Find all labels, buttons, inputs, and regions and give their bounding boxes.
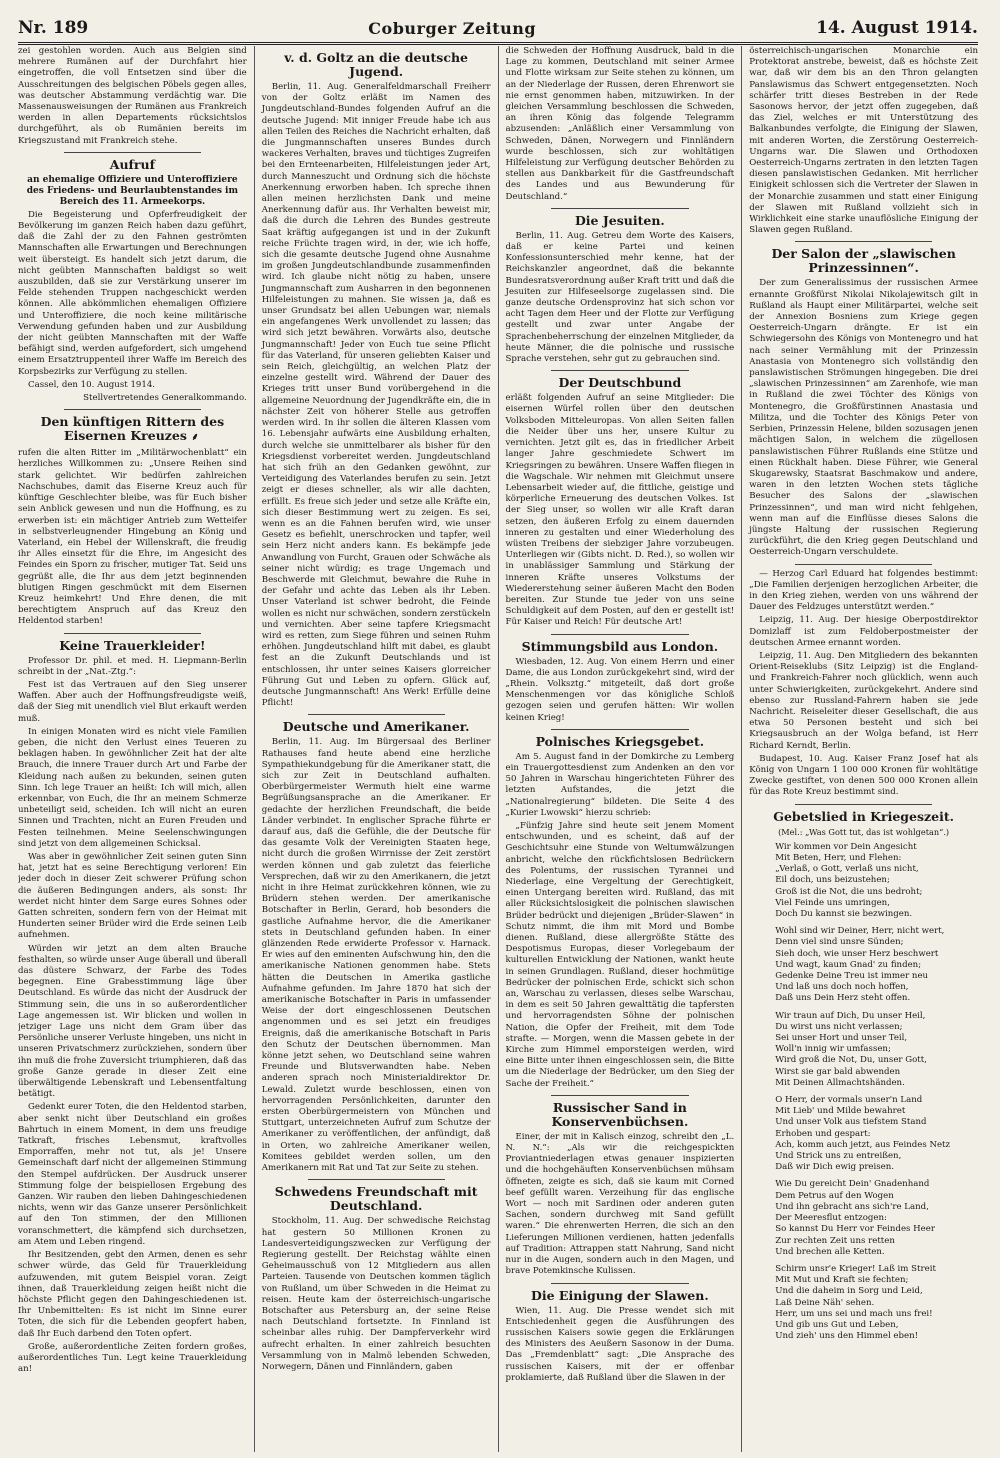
headline-slawen: Die Einigung der Slawen. bbox=[531, 1287, 709, 1303]
column-2 bbox=[254, 46, 498, 1452]
column-4 bbox=[741, 46, 978, 1452]
newspaper-title: Coburger Zeitung bbox=[368, 19, 537, 38]
poem-stanza bbox=[749, 842, 978, 920]
headline-kriegsgebet: Polnisches Kriegsgebet. bbox=[535, 733, 705, 749]
poem-line: Und ihn gebracht ans sich're Land, bbox=[775, 1201, 929, 1212]
article-text: Ihr Besitzenden, gebt den Armen, denen es sehr schwer würde, das Geld für Trauerkleidung aufzuwenden, mit gutem Beispiel voran. Zeigt ihnen, daß Trauerkleidung zeigen heißt nicht die höchste Pflicht gegen den Dahingeschiedenen ist. Ihr Unbemittelten: Es ist nicht im Sinne eurer Toten, die sich für die Lebenden geopfert haben, daß Ihr Euch darbend den Toten opfert. bbox=[18, 1250, 247, 1339]
poem-line: Mit Lieb' und Milde bewahret bbox=[775, 1106, 906, 1117]
masthead bbox=[18, 6, 978, 45]
poem-line: „Verlaß, o Gott, verlaß uns nicht, bbox=[775, 864, 919, 875]
divider bbox=[795, 241, 932, 242]
poem-line: Erhoben und gespart: bbox=[775, 1128, 871, 1139]
poem-line: Der Meeresflut entzogen: bbox=[775, 1213, 887, 1224]
subheadline-aufruf: an ehemalige Offiziere und Unteroffiziere des Friedens- und Beurlaubtenstandes im Bereich des 11. Armeekorps. bbox=[26, 174, 238, 207]
poem-line: Zur rechten Zeit uns retten bbox=[775, 1235, 895, 1246]
headline-schweden: Schwedens Freundschaft mit Deutschland. bbox=[274, 1184, 478, 1214]
poem-line: Woll'n innig wir umfassen; bbox=[775, 1044, 891, 1055]
poem-line: Und zieh' uns den Himmel eben! bbox=[775, 1331, 919, 1342]
dateline: Cassel, den 10. August 1914. bbox=[28, 379, 156, 390]
divider bbox=[308, 714, 445, 715]
poem-line: Und brechen alle Ketten. bbox=[775, 1246, 885, 1257]
poem-line: Du wirst uns nicht verlassen; bbox=[775, 1021, 903, 1032]
article-text: zei gestohlen worden. Auch aus Belgien sind mehrere Rumänen auf der Durchfahrt hier eingetroffen, die voll Entsetzen sind über die Ausschreitungen des belgischen Pöbels gegen alles, was deutscher Abstammung verdächtig war. Die Massenausweisungen der Rumänen aus Frankreich werden in allen Departements rücksichtslos durchgeführt, als ob Rumänien bereits im Kriegszustand mit Frankreich stehe. bbox=[18, 46, 247, 146]
poem-line: Wir kommen vor Dein Angesicht bbox=[775, 841, 917, 852]
poem-line: Schirm unsr'e Krieger! Laß im Streit bbox=[775, 1263, 936, 1274]
poem-line: Daß uns Dein Herz steht offen. bbox=[775, 993, 911, 1004]
signature: Stellvertretendes Generalkommando. bbox=[83, 393, 247, 404]
poem-line: Eil doch, uns beizustehen; bbox=[775, 875, 890, 886]
headline-goltz: v. d. Goltz an die deutsche Jugend. bbox=[284, 50, 468, 79]
headline-salon: Der Salon der „slawischen Prinzessinnen“. bbox=[771, 246, 956, 276]
issue-date: 14. August 1914. bbox=[816, 18, 978, 38]
article-text: Fest ist das Vertrauen auf den Sieg unserer Waffen. Aber auch der Hoffnungsfreudigste weiß, daß der Sieg mit unendlich viel Blut erkauft werden muß. bbox=[18, 679, 247, 724]
poem-line: Mit Deinen Allmachtshänden. bbox=[775, 1077, 905, 1088]
poem-stanza bbox=[749, 926, 978, 1004]
poem-line: Wir traun auf Dich, Du unser Heil, bbox=[775, 1010, 926, 1021]
article-text: Der zum Generalissimus der russischen Armee ernannte Großfürst Nikolai Nikolajewitsch gilt in Rußland als Haupt einer Militärpartei, welche seit der Annexion Bosniens zum Kriege gegen Oesterreich-Ungarn drängte. Er ist ein Schwiegersohn des Königs von Montenegro und hat nach seiner Vermählung mit der Prinzessin Anastasia von Montenegro sich vollständig den panslawistischen Strömungen hingegeben. Die drei „slawischen Prinzessinnen“ am Zarenhofe, wie man in Rußland die zwei Töchter des Königs von Montenegro, die Großfürstinnen Anastasia und Militza, und die Tochter des Königs Peter von Serbien, Prinzessin Helene, bilden sozusagen jenen mächtigen Salon, in welchem die zügellosen panslawistischen Führer Rußlands eine Stütze und einen Rückhalt haben. Diese Führer, wie General Skugarewsky, Staatsrat Baschmakow und andere, waren in den letzten Wochen stets tägliche Besucher des Salons der „slawischen Prinzessinnen“, und man wird nicht fehlgehen, wenn man auf die Einflüsse dieses Salons die jüngste Haltung der russischen Regierung zurückführt, die den Krieg gegen Deutschland und Oesterreich-Ungarn verschuldete. bbox=[749, 278, 978, 558]
news-item: Budapest, 10. Aug. Kaiser Franz Josef hat als König von Ungarn 1 100 000 Kronen für wohltätige Zwecke gestiftet, von denen 500 000 Kronen allein für das Rote Kreuz bestimmt sind. bbox=[749, 753, 978, 798]
article-text: die Schweden der Hoffnung Ausdruck, bald in die Lage zu kommen, Deutschland mit seiner Armee und Flotte wirksam zur Seite stehen zu können, um an der Niederlage der Russen, deren Ehrenwort sie nie ernst genommen haben, mitzuwirken. In der gleichen Versammlung beschlossen die Schweden, an ihren König das folgende Telegramm abzusenden: „Anläßlich einer Versammlung von Schweden, Dänen, Norwegern und Finnländern wurde beschlossen, sich zur wohltätigen Hilfeleistung zur Verfügung deutscher Behörden zu stellen aus Dankbarkeit für die Gastfreundschaft des Landes und aus Bewunderung für Deutschland.“ bbox=[505, 46, 735, 202]
poem-stanza bbox=[749, 1264, 978, 1342]
issue-number: Nr. 189 bbox=[18, 18, 89, 38]
poem-line: Mit Mut und Kraft sie fechten; bbox=[775, 1275, 909, 1286]
poem-line: Wohl sind wir Deiner, Herr, nicht wert, bbox=[775, 926, 945, 937]
poem-stanza bbox=[749, 1095, 978, 1173]
article-text: österreichisch-ungarischen Monarchie ein Protektorat anstrebe, beweist, daß es höchste Zeit war, daß wir dem bis an den Thron gelangten Panslawismus das Schwert entgegensetzten. Noch schärfer tritt dieses Bestreben in der Rede Sasonows hervor, der jetzt offen zugegeben, daß das Ziel, welches er mit Unterstützung des Balkanbundes verfolgte, die Einigung der Slawen, mit anderen Worten, die Zerstörung Oesterreich-Ungarns war. Die Slawen und Orthodoxen Oesterreich-Ungarns zertraten in den letzten Tagen diesen panslawistischen Gedanken. Mit herrlicher Einigkeit schlossen sich die Vertreter der Slawen in der Monarchie zusammen und statt einer Einigung der Slawen mit Rußland vollzieht sich in Wirklichkeit eine starke unauflösliche Einigung der Slawen gegen Rußland. bbox=[749, 46, 978, 236]
divider bbox=[64, 633, 201, 634]
headline-amerikaner: Deutsche und Amerikaner. bbox=[282, 719, 470, 735]
poem-line: Gedenke Deine Treu ist immer neu bbox=[775, 971, 929, 982]
poem-line: Wirst sie gar bald abwenden bbox=[775, 1066, 901, 1077]
news-item: — Herzog Carl Eduard hat folgendes bestimmt: „Die Familien derjenigen herzoglichen Arbeiter, die in den Krieg ziehen, werden von uns während der Dauer des Feldzuges unterstützt werden.“ bbox=[749, 568, 978, 613]
headline-aufruf: Aufruf bbox=[109, 156, 155, 172]
divider bbox=[551, 370, 688, 371]
article-text: Berlin, 11. Aug. Generalfeldmarschall Freiherr von der Goltz erläßt im Namen des Jungdeutschland-Bundes folgenden Aufruf an die deutsche Jugend: Mit inniger Freude habe ich aus allen Teilen des Reiches die Nachricht erhalten, daß die Jungmannschaften unseres Bundes durch wackeres Verhalten, braves und tüchtiges Zugreifen bei den Ernteenarbeiten, Hilfeleistungen jeder Art, durch Manneszucht und Ordnung sich die höchste Anerkennung erworben haben. Ich spreche ihnen allen meinen herzlichsten Dank und meine Anerkennung dafür aus. Ihr Verhalten beweist mir, daß die durch die Lehren des Bundes gestreute Saat kräftig aufgegangen ist und in der Zukunft reiche Früchte tragen wird, in der, wie ich hoffe, sich die gesamte deutsche Jugend ohne Ausnahme im großen Jungdeutschlandbunde zusammenfinden wird. Ich glaube nicht nötig zu haben, unsere Jungmannschaft zum Ausharren in den begonnenen Hilfeleistungen zu mahnen. Sie wissen ja, daß es unser Grundsatz bei allen Uebungen war, niemals ein angefangenes Werk unvollendet zu lassen; das wird sich jetzt bewähren. Vorwärts also, deutsche Jungmannschaft! Jeder von Euch tue seine Pflicht für das Vaterland, für unseren geliebten Kaiser und sein Reich, gleichgültig, an welchen Platz der einzelne gestellt wird. Während der Dauer des Krieges tritt unser Bund vorübergehend in die allgemeine Neuordnung der Jugendkräfte ein, die in nächster Zeit von höherer Stelle aus getroffen werden wird. In ihr sollen die älteren Klassen vom 16. Lebensjahr aufwärts eine Ausbildung erhalten, durch welche sie unmittelbarer als bisher für den Kriegsdienst vorbereitet werden. Jungdeutschland hat sich früh an den Gedanken gewöhnt, zur Verteidigung des Vaterlandes berufen zu sein. Jetzt zeigt er dieses schneller, als wir alle dachten, erfüllt. Es freue sich jeder und setze alle Kräfte ein, sich dieser Bestimmung wert zu zeigen. Es sei, wenn es an die Fahnen berufen wird, wie unser Gesetz es befiehlt, unerschrocken und tapfer, weil sein Herz nicht anders kann. Es bekämpfe jede Anwandlung von Furcht, Grauen oder Schwäche als seiner nicht würdig; es trage Ungemach und Beschwerde mit Gleichmut, bewahre die Ruhe in der Gefahr und achte das Leben als ihr Leben. Unser Vaterland ist schwer bedroht, die Feinde wollen es nicht nur schwächen, sondern zerstückeln und vernichten. Aber seine tapfere Kriegsmacht wird es retten, zum Siege führen und seinen Ruhm erhöhen. Jungdeutschland hilft mit dabei, es glaubt fest an die Zukunft Deutschlands und ist entschlossen, ihr unter seines Kaisers glorreicher Führung Gut und Leben zu opfern. Glück auf, deutsche Jungmannschaft! Ans Werk! Erfülle deine Pflicht! bbox=[261, 82, 491, 709]
poem-line: Sei unser Hort und unser Teil, bbox=[775, 1033, 908, 1044]
article-text: Große, außerordentliche Zeiten fordern großes, außerordentliches Tun. Legt keine Trauerkleidung an! bbox=[18, 1341, 247, 1375]
poem-line: Viel Feinde uns umringen, bbox=[775, 897, 890, 908]
divider bbox=[795, 804, 932, 805]
article-text: Stockholm, 11. Aug. Der schwedische Reichstag hat gestern 50 Millionen Kronen zu Landesverteidigungszwecken zur Verfügung der Regierung gestellt. Der Reichstag wählte einen Geheimausschuß von 12 Mitgliedern aus allen Parteien. Tausende von Deutschen kommen täglich von Rußland, um über Schweden in die Heimat zu reisen. Heute kam der österreichisch-ungarische Botschafter aus Petersburg an, der seine Reise nach Deutschland fortsetzte. In Finnland ist scheinbar alles ruhig. Der Dampferverkehr wird aufrecht erhalten. In einer zahlreich besuchten Versammlung von in Malmö lebenden Schweden, Norwegern, Dänen und Finnländern, gaben bbox=[261, 1216, 491, 1372]
poem-line: Und laß uns doch noch hoffen, bbox=[775, 982, 909, 993]
article-text: Berlin, 11. Aug. Getreu dem Worte des Kaisers, daß er keine Partei und keinen Konfessionsunterschied mehr kenne, hat der Reichskanzler angeordnet, daß die bekannte Bundesratsverordnung außer Kraft tritt und daß die Jesuiten zur Hilfeseelsorge zugelassen sind. Die ganze deutsche Ordensprovinz hat sich schon vor acht Tagen dem Heer und der Flotte zur Verfügung gestellt und zwar unter Angabe der Sprachenbeherrschung der einzelnen Mitglieder, da heute Männer, die die polnische und russische Sprache verstehen, sehr gut zu gebrauchen sind. bbox=[505, 230, 735, 365]
divider bbox=[551, 729, 688, 730]
article-text: In einigen Monaten wird es nicht viele Familien geben, die nicht den Verlust eines Teueren zu beklagen haben. In gewöhnlicher Zeit hat der alte Brauch, die innere Trauer durch Art und Farbe der Kleidung nach außen zu bekunden, seinen guten Sinn. Ich lege Trauer an heißt: Ich will mich, allen erkennbar, von Euch, die Ihr an meinem Schmerze unbeteiligt seid, scheiden. Ich will nicht an euren Sinnen und Trachten, nicht an Euren Freuden und Festen teilnehmen. Meine Seelenschwingungen sind jetzt von dem allgemeinen Schicksal. bbox=[18, 726, 247, 849]
article-text: Wiesbaden, 12. Aug. Von einem Herrn und einer Dame, die aus London zurückgekehrt sind, wird der „Rhein. Volksztg.“ mitgeteilt, daß dort große Menschenmengen vor das königliche Schloß gezogen seien und gerufen hätten: Wir wollen keinen Krieg! bbox=[505, 656, 735, 723]
column-1 bbox=[18, 46, 254, 1452]
headline-deutschbund: Der Deutschbund bbox=[558, 375, 682, 391]
poem-line: Mit Beten, Herr, und Flehen: bbox=[775, 853, 902, 863]
article-text: erläßt folgenden Aufruf an seine Mitglieder: Die eisernen Würfel rollen über den deutschen Volksboden Mitteleuropas. Von allen Seiten fallen die Neider über uns her, unsere Kultur zu vernichten. Jetzt gilt es, das in friedlicher Arbeit langer Jahre geschmiedete Schwert im Kriegsringen zu bewähren. Unsere Waffen fliegen in die Wagschale. Wir nehmen mit Gleichmut unsere Lebensarbeit wieder auf, die fittliche, geistige und körperliche Erneuerung des deutschen Volkes. Ist der Sieg unser, so wollen wir alle Kraft daran setzen, den äußeren Erfolg zu einem dauernden inneren zu gestalten und einer Wiederholung des wüsten Treibens der siebziger Jahre vorzubeugen. Unterliegen wir (Gibts nicht. D. Red.), so wollen wir in unablässiger Sammlung und Stärkung der inneren Kräfte unseres Volkstums der Wiedererstehung seiner äußeren Macht den Boden bereiten. Zur Stunde tue jeder von uns seine Schuldigkeit auf dem Posten, auf den er gestellt ist! Für Kaiser und Reich! Für deutsche Art! bbox=[505, 393, 735, 628]
poem-stanza bbox=[749, 1011, 978, 1089]
article-text: Gedenkt eurer Toten, die den Heldentod starben, aber senkt nicht über Deutschland ein großes Bahrtuch in einem Moment, in dem uns freudige Tatkraft, frisches Lebensmut, kraftvolles Emporraffen, mehr not tut, als je! Unsere Gemeinschaft darf nicht der allgemeinen Stimmung den Stempel aufdrücken. Der Ausdruck unserer Stimmung folge der beispiellosen Ergebung des Ganzen. Wir rauben den lieben Dahingeschiedenen nichts, wenn wir das Ganze unserer Persönlichkeit auf den Ton stimmen, der den Millionen voranschmettert, die kämpfend sich durchsetzen, am Atem und Leben ringend. bbox=[18, 1102, 247, 1247]
poem-line: Herr, um uns sei und mach uns frei! bbox=[775, 1308, 933, 1319]
poem-line: O Herr, der vormals unser'n Land bbox=[775, 1095, 923, 1106]
poem-stanza bbox=[749, 1179, 978, 1257]
article-text: Was aber in gewöhnlicher Zeit seinen guten Sinn hat, jetzt hat es seine Berechtigung verloren! Ein jeder doch in dieser Zeit schwerer Prüfung schon die äußeren Bedingungen anders, als sonst: Ihr werdet nicht hinter dem Sarge eures Sohnes oder Gatten schreiten, sondern fern von der Heimat mit Hunderten seiner Brüder wird die Erde seinen Leib aufnehmen. bbox=[18, 851, 247, 941]
poem-line: So kannst Du Herr vor Feindes Heer bbox=[775, 1224, 935, 1235]
poem-line: Und wagt, kaum Gnad' zu finden; bbox=[775, 959, 922, 970]
article-text: Die Begeisterung und Opferfreudigkeit der Bevölkerung im ganzen Reich haben dazu geführt, daß die Zahl der zu den Fahnen geströmten Mannschaften alle Erwartungen und Berechnungen weit übersteigt. Es handelt sich jetzt darum, die nicht geübten Mannschaften baldigst so weit auszubilden, daß sie zur Verstärkung unserer im Felde stehenden Truppen nachgeschickt werden können. Alle abkömmlichen ehemaligen Offiziere und Unteroffiziere, die noch keine militärische Verwendung gefunden haben und zur Ausbildung der nicht geübten Mannschaften mit der Waffe befähigt sind, werden aufgefordert, sich umgehend einem Ersatztruppenteil ihrer Waffe im Bereich des Korpsbezirks zur Verfügung zu stellen. bbox=[18, 209, 247, 377]
headline-ritter: Den künftigen Rittern des Eisernen Kreuzes ⸙ bbox=[40, 414, 225, 444]
divider bbox=[551, 208, 688, 209]
divider bbox=[64, 409, 201, 410]
article-text: „Fünfzig Jahre sind heute seit jenem Moment entschwunden, und es scheint, daß auf der Geschichtsuhr eine Stunde von Weltumwälzungen anbricht, welche den rückfichtslosen Bedrückern des Polentums, der russischen Tyrannei und Niederlage, eine Vergeltung der Gerechtigkeit, einen Untergang bereiten wird. Rußland, das mit aller Rücksichtslosigkeit die polnischen slawischen Brüder bedrückt und diejenigen „Brüder-Slawen“ in Schutz nimmt, die ihm mit Mord und Bombe dienen. Rußland, diese allergrößte Stätte des Despotismus Europas, dieser Vorlegebaum der kulturellen Entwicklung der Nationen, wankt heute in seinen Grundlagen. Rußland, dieser hochmütige Bedrücker der polnischen Erde, schickt sich schon an, Warschau zu verlassen, dieses selbe Warschau, in dem es seit 50 Jahren gewalttätig die tapfersten und hervorragendsten Söhne der polnischen Nation, die Opfer der Freiheit, mit dem Tode strafte. — Morgen, wenn die Massen gebete in der Kirche zum Himmel emporsteigen werden, wird eine Bitte unter ihnen eingeschlossen sein, die Bitte um die Niederlage der Bedrücker, um den Sieg der Sache der Freiheit.“ bbox=[505, 820, 735, 1089]
poem-line: Ach, komm auch jetzt, aus Feindes Netz bbox=[775, 1139, 951, 1150]
poem-line: Denn viel sind unsre Sünden; bbox=[775, 937, 904, 948]
ornament-icon: ⸙ bbox=[191, 432, 201, 444]
melody-note: (Mel.: „Was Gott tut, das ist wohlgetan“.) bbox=[778, 826, 950, 837]
poem-line: Wie Du gereicht Dein' Gnadenhand bbox=[775, 1179, 930, 1190]
divider bbox=[64, 152, 201, 153]
poem-line: Wird groß die Not, Du, unser Gott, bbox=[775, 1055, 927, 1066]
article-text: Würden wir jetzt an dem alten Brauche festhalten, so würde unser Auge überall und überall das düstere Schwarz, der Farbe des Todes begegnen. Eine Grabesstimmung läge über Deutschland. Es würde das nicht der Ausdruck der Stimmung sein, die uns in so außerordentlicher Lage angemessen ist. Wir blicken und wollen in jetziger Lage uns nicht dem Gram über das Persönliche unserer Verluste hingeben, uns nicht in unseren Privatschmerz zurückziehen, sondern über ihn muß die frohe Zuversicht triumphieren, daß das große Ganze gerade in dieser Zeit eine überwältigende Lebenskraft und Lebensentfaltung betätigt. bbox=[18, 943, 247, 1100]
headline-konserven: Russischer Sand in Konservenbüchsen. bbox=[551, 1099, 689, 1129]
divider bbox=[551, 634, 688, 635]
headline-london: Stimmungsbild aus London. bbox=[521, 638, 719, 654]
poem-line: Laß Deine Näh' sehen. bbox=[775, 1297, 875, 1308]
poem-line: Groß ist die Not, die uns bedroht; bbox=[775, 886, 923, 897]
headline-gebetslied: Gebetslied in Kriegeszeit. bbox=[773, 808, 954, 824]
article-text: rufen die alten Ritter im „Militärwochenblatt“ ein herzliches Willkommen zu: „Unsere Reihen sind stark gelichtet. Wir bedürfen zahlreichen Nachschubes, damit das Eiserne Kreuz auch für künftige Geschlechter bleibe, was für Euch bisher sein Anblick gewesen und nun die Hoffnung, es zu erwerben ist: ein mächtiger Antrieb zum Wetteifer in selbstverleugnender Hingebung an König und Vaterland, ein Hebel der Willenskraft, die freudig ihr Alles einsetzt für die Ehre, im Angesicht des Feindes ein Sporn zu frischer, mutiger Tat. Seid uns gegrüßt alle, die Ihr aus dem jetzt beginnenden blutigen Ringen geschmückt mit dem Eisernen Kreuz heimkehrt! Und Ehre denen, die mit berechtigtem Anspruch auf das Kreuz den Heldentod starben! bbox=[18, 448, 247, 627]
headline-jesuiten: Die Jesuiten. bbox=[574, 212, 665, 228]
divider bbox=[551, 1283, 688, 1284]
poem-line: Sieh doch, wie unser Herz beschwert bbox=[775, 948, 939, 959]
poem-line: Daß wir Dich ewig preisen. bbox=[775, 1162, 895, 1173]
poem-line: Und die daheim in Sorg und Leid, bbox=[775, 1286, 923, 1297]
poem-line: Dem Petrus auf den Wogen bbox=[775, 1190, 894, 1201]
article-text: Berlin, 11. Aug. Im Bürgersaal des Berliner Rathauses fand heute abend eine herzliche Sympathiekundgebung für die Amerikaner statt, die sich zur Zeit in Deutschland aufhalten. Oberbürgermeister Wermuth hielt eine warme Begrüßungsansprache an die Amerikaner. Er gedachte der herzlichen Freundschaft, die beide Länder verbindet. In englischer Sprache führte er darauf aus, daß die Gefühle, die der Deutsche für das gesamte Volk der Vereinigten Staaten hege, nicht durch die großen Wirrnisse der Zeit zerstört werden können und gab zuletzt das feierliche Versprechen, daß wir zu den Amerikanern, die jetzt nicht in ihre Heimat zurückkehren können, wie zu Brüdern stehen werden. Der amerikanische Botschafter in Berlin, Gerard, hob besonders die gastliche Aufnahme hervor, die die Amerikaner stets in Deutschland gefunden haben. In einer glänzenden Rede erwiderte Professor v. Harnack. Er wies auf den eminenten Aufschwung hin, den die amerikanische Nationen genommen habe. Stets hätten die Deutschen in Amerika gastliche Aufnahme gefunden. Im Jahre 1870 hat sich der amerikanische Botschafter in Paris in umfassender Weise der dort eingeschlossenen Deutschen angenommen und es sei jetzt ein freudiges Ereignis, daß die amerikanische Botschaft in Paris den Schutz der Deutschen übernommen. Man könne jetzt sehen, wo Deutschland seine wahren Freunde und Blutsverwandten habe. Neben anderen sprach noch Ministerialdirektor Dr. Lewald. Zuletzt wurde beschlossen, einen von hervorragenden Persönlichkeiten, darunter den ersten Oberbürgermeistern von München und Stuttgart, unterzeichneten Aufruf zum Schutze der Amerikaner zu veröffentlichen, der anfündigt, daß in Orten, wo zahlreiche Amerikaner weilen, Komitees gebildet werden sollen, um den Amerikanern mit Rat und Tat zur Seite zu stehen. bbox=[261, 737, 491, 1174]
news-item: Leipzig, 11. Aug. Den Mitgliedern des bekannten Orient-Reiseklubs (Sitz Leipzig) ist die England- und Frankreich-Fahrer noch glücklich, wenn auch unter Schwierigkeiten, zurückgekehrt. Andere sind ebenso zur Russland-Fahrern haben sie jede Nachricht. Reiseleiter dieser Gesellschaft, die aus etwa 50 Personen besteht und sich bei Kriegsausbruch an der Wolga befand, ist Herr Richard Kerndt, Berlin. bbox=[749, 650, 978, 751]
article-text: Wien, 11. Aug. Die Presse wendet sich mit Entschiedenheit gegen die Ausführungen des russischen Kaisers sowie gegen die Erklärungen des Ministers des Aeußern Sasonow in der Duma. Das „Fremdenblatt“ sagt: „Die Ansprache des russischen Kaisers, mit der er offenbar proklamierte, daß Rußland über die Slawen in der bbox=[505, 1305, 735, 1383]
divider bbox=[795, 564, 932, 565]
poem-line: Und Strick uns zu entreißen, bbox=[775, 1151, 902, 1162]
article-text: Professor Dr. phil. et med. H. Liepmann-Berlin schreibt in der „Nat.-Ztg.“: bbox=[18, 655, 247, 677]
article-text: Einer, der mit in Kalisch einzog, schreibt den „L. N. N.“: „Als wir die reichgespickten Proviantniederlagen etwas genauer inspizierten und die hochgehäuften Konservenbüchsen mühsam öffneten, zeigte es sich, daß sie kaum mit Corned beef gefüllt waren. Verzeihung für das englische Wort — noch mit Sardinen oder anderen guten Sachen, sondern durchweg mit Sand gefüllt waren.“ Die ehrenwerten Herren, die sich an den Lieferungen Millionen verdienen, hatten jedenfalls auf Tradition: Attrappen statt Nahrung, Sand nicht nur in die Augen, sondern auch in den Magen, und brave Potemkinsche Kulissen. bbox=[505, 1131, 735, 1277]
columns bbox=[18, 46, 978, 1452]
poem-line: Doch Du kannst sie bezwingen. bbox=[775, 909, 913, 920]
divider bbox=[551, 1095, 688, 1096]
news-item: Leipzig, 11. Aug. Der hiesige Oberpostdirektor Domizlaff ist zum Feldoberpostmeister der deutschen Armee ernannt worden. bbox=[749, 615, 978, 648]
article-text: Am 5. August fand in der Domkirche zu Lemberg ein Trauergottesdienst zum Andenken an den vor 50 Jahren in Warschau hingerichteten Führer des letzten Aufstandes, die jetzt die „Nationalregierung“ bildeten. Die Seite 4 des „Kurier Lwowski“ hierzu schrieb: bbox=[505, 751, 735, 818]
column-3 bbox=[498, 46, 742, 1452]
poem-line: Und unser Volk aus tiefstem Stand bbox=[775, 1117, 927, 1128]
poem bbox=[749, 827, 978, 1343]
headline-trauer: Keine Trauerkleider! bbox=[59, 637, 206, 653]
divider bbox=[308, 1179, 445, 1180]
poem-line: Und gib uns Gut und Leben, bbox=[775, 1319, 899, 1330]
